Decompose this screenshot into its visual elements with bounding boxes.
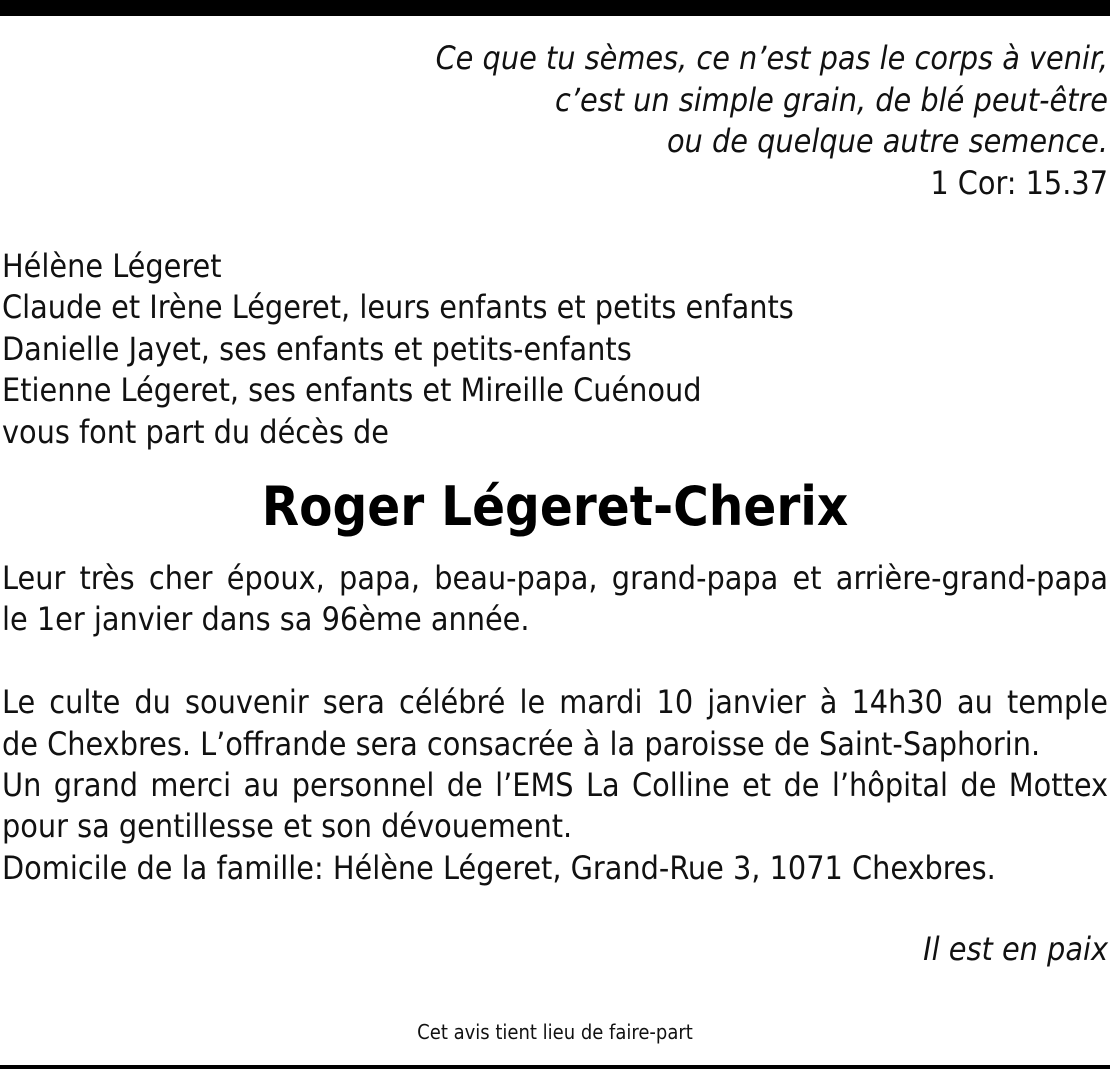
family-line-2: Claude et Irène Légeret, leurs enfants et petits enfants [2, 288, 794, 326]
description-line-1: Leur très cher époux, papa, beau-papa, grand-papa et arrière-grand-papa [2, 559, 1108, 597]
description-line-2: le 1er janvier dans sa 96ème année. [2, 600, 530, 638]
ceremony-line-2: de Chexbres. L’offrande sera consacrée à la paroisse de Saint-Saphorin. [2, 725, 1041, 763]
ceremony-line-3: Un grand merci au personnel de l’EMS La Colline et de l’hôpital de Mottex [2, 766, 1108, 804]
family-line-1: Hélène Légeret [2, 247, 222, 285]
quote-reference: 1 Cor: 15.37 [930, 164, 1108, 202]
bottom-rule [0, 1065, 1110, 1069]
ceremony-line-4: pour sa gentillesse et son dévouement. [2, 807, 573, 845]
quote-line-1: Ce que tu sèmes, ce n’est pas le corps à venir, [435, 39, 1108, 77]
footer-note: Cet avis tient lieu de faire-part [417, 1020, 693, 1044]
ceremony-line-5: Domicile de la famille: Hélène Légeret, Grand-Rue 3, 1071 Chexbres. [2, 849, 996, 887]
closing-line: Il est en paix [923, 930, 1108, 968]
deceased-name: Roger Légeret-Cherix [261, 475, 849, 538]
family-line-5: vous font part du décès de [2, 413, 389, 451]
quote-line-2: c’est un simple grain, de blé peut-être [555, 81, 1108, 119]
family-line-4: Etienne Légeret, ses enfants et Mireille Cuénoud [2, 371, 702, 409]
quote-line-3: ou de quelque autre semence. [666, 122, 1108, 160]
family-line-3: Danielle Jayet, ses enfants et petits-enfants [2, 330, 632, 368]
top-rule [0, 0, 1110, 16]
ceremony-line-1: Le culte du souvenir sera célébré le mardi 10 janvier à 14h30 au temple [2, 683, 1108, 721]
